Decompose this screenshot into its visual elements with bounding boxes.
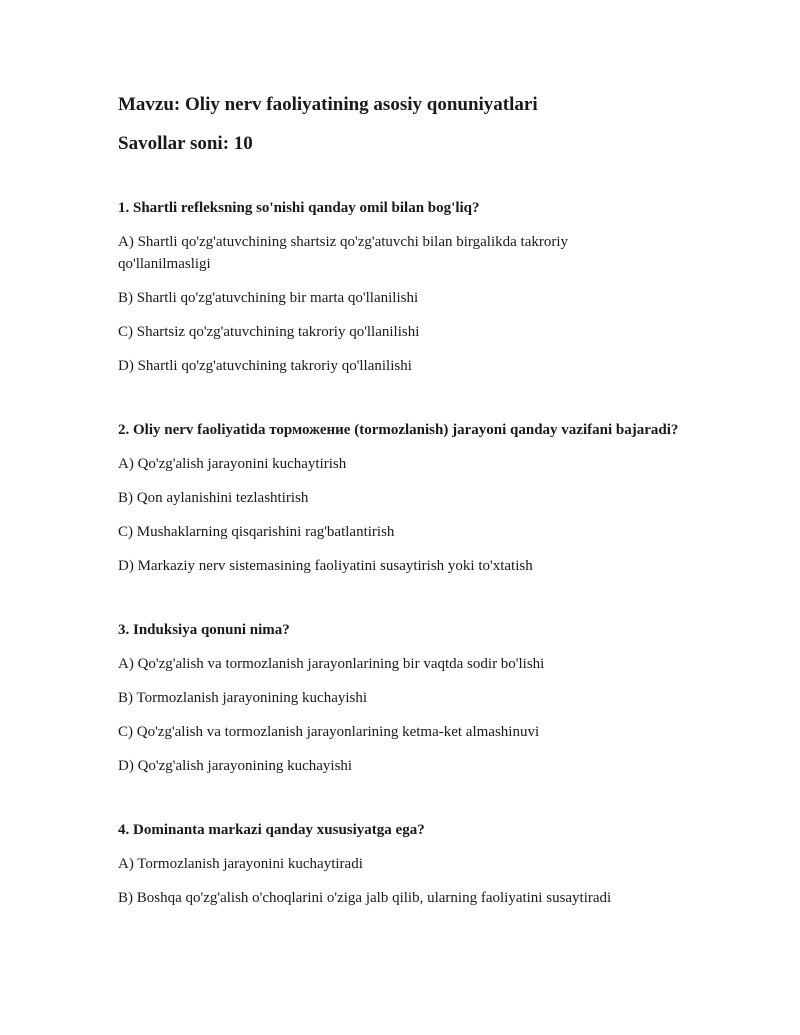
question-block (118, 197, 682, 377)
question-text: 2. Oliy nerv faoliyatida торможение (tormozlanish) jarayoni qanday vazifani bajaradi? (118, 422, 679, 438)
answer-option: A) Shartli qo'zg'atuvchining shartsiz qo'zg'atuvchi bilan birgalikda takroriy qo'llanilmasligi (118, 234, 569, 272)
answer-option: D) Shartli qo'zg'atuvchining takroriy qo'llanilishi (118, 358, 412, 374)
question-text: 1. Shartli refleksning so'nishi qanday omil bilan bog'liq? (118, 200, 480, 216)
question-text: 4. Dominanta markazi qanday xususiyatga ega? (118, 822, 425, 838)
answer-option: B) Boshqa qo'zg'alish o'choqlarini o'ziga jalb qilib, ularning faoliyatini susaytiradi (118, 890, 612, 906)
answer-option: D) Qo'zg'alish jarayonining kuchayishi (118, 758, 353, 774)
question-count: Savollar soni: 10 (118, 133, 253, 154)
answer-option: C) Qo'zg'alish va tormozlanish jarayonlarining ketma-ket almashinuvi (118, 724, 540, 740)
answer-option: D) Markaziy nerv sistemasining faoliyatini susaytirish yoki to'xtatish (118, 558, 533, 574)
answer-option: B) Shartli qo'zg'atuvchining bir marta qo'llanilishi (118, 290, 419, 306)
topic-title: Mavzu: Oliy nerv faoliyatining asosiy qonuniyatlari (118, 94, 538, 115)
answer-option: C) Shartsiz qo'zg'atuvchining takroriy qo'llanilishi (118, 324, 420, 340)
question-text: 3. Induksiya qonuni nima? (118, 622, 290, 638)
answer-option: A) Qo'zg'alish jarayonini kuchaytirish (118, 456, 347, 472)
answer-option: A) Tormozlanish jarayonini kuchaytiradi (118, 856, 363, 872)
answer-option: C) Mushaklarning qisqarishini rag'batlantirish (118, 524, 395, 540)
question-block (118, 419, 682, 577)
answer-option: B) Qon aylanishini tezlashtirish (118, 490, 309, 506)
question-block (118, 819, 682, 909)
question-block (118, 619, 682, 777)
answer-option: B) Tormozlanish jarayonining kuchayishi (118, 690, 368, 706)
answer-option: A) Qo'zg'alish va tormozlanish jarayonlarining bir vaqtda sodir bo'lishi (118, 656, 545, 672)
question-list (118, 197, 682, 909)
